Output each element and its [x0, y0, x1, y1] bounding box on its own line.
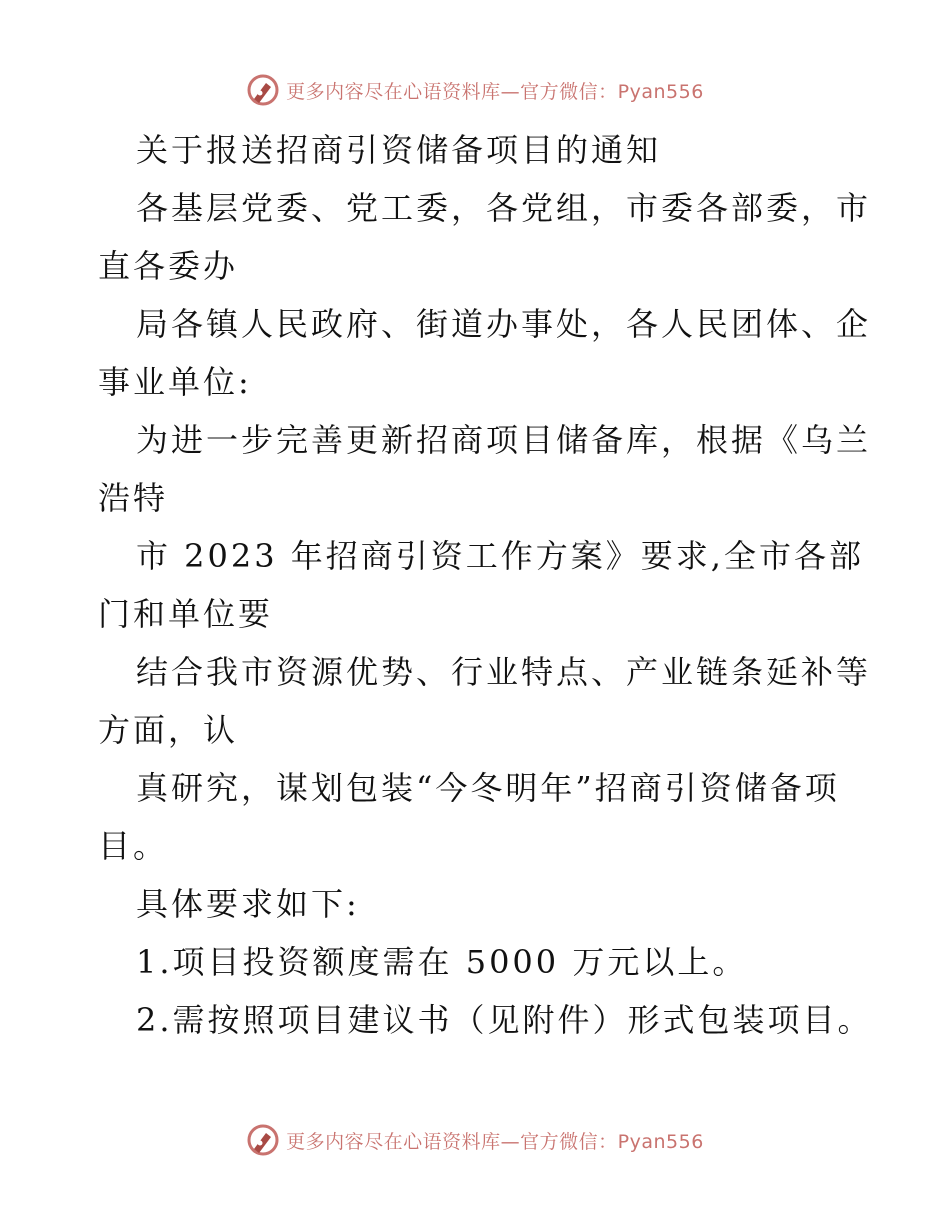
- paragraph-line: 为进一步完善更新招商项目储备库，根据《乌兰: [136, 421, 872, 459]
- paragraph-line: 门和单位要: [98, 595, 274, 633]
- pen-logo-icon: [246, 73, 280, 107]
- paragraph-line: 局各镇人民政府、街道办事处，各人民团体、企: [136, 305, 872, 343]
- pen-logo-icon: [246, 1123, 280, 1157]
- paragraph-line: 直各委办: [98, 247, 239, 285]
- paragraph-line: 方面，认: [98, 711, 239, 749]
- watermark-header: [0, 70, 950, 110]
- paragraph-line: 真研究，谋划包装“今冬明年”招商引资储备项: [136, 769, 840, 807]
- watermark-text: 更多内容尽在心语资料库—官方微信：Pyan556: [286, 80, 704, 103]
- document-title: 关于报送招商引资储备项目的通知: [136, 131, 662, 169]
- paragraph-line: 各基层党委、党工委，各党组，市委各部委，市: [136, 189, 872, 227]
- watermark-footer: [0, 1120, 950, 1160]
- paragraph-line: 目。: [98, 827, 169, 865]
- requirements-heading: 具体要求如下:: [136, 885, 360, 923]
- paragraph-line: 事业单位:: [98, 363, 252, 401]
- paragraph-line: 市 2023 年招商引资工作方案》要求,全市各部: [136, 537, 864, 575]
- requirement-item: 1.项目投资额度需在 5000 万元以上。: [136, 943, 748, 981]
- paragraph-line: 结合我市资源优势、行业特点、产业链条延补等: [136, 653, 872, 691]
- requirement-item: 2.需按照项目建议书（见附件）形式包装项目。: [136, 1001, 873, 1039]
- paragraph-line: 浩特: [98, 479, 169, 517]
- watermark-text: 更多内容尽在心语资料库—官方微信：Pyan556: [286, 1130, 704, 1153]
